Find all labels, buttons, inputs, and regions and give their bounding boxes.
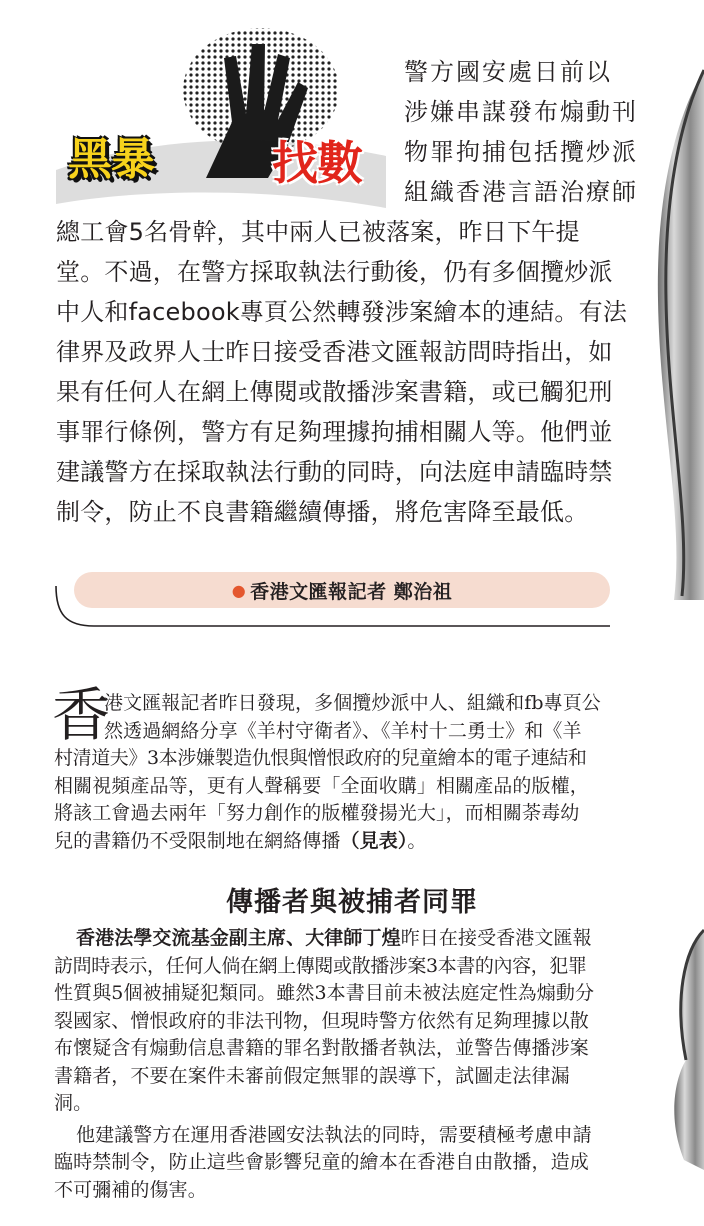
lead-line: 堂。不過，在警方採取執法行動後，仍有多個攬炒派 [56, 258, 613, 286]
article-line: 洞。 [54, 1092, 93, 1114]
article-line: 村清道夫》3本涉嫌製造仇恨與憎恨政府的兒童繪本的電子連結和 [54, 747, 587, 769]
side-photo [644, 0, 704, 1226]
lead-line: 組織香港言語治療師 [404, 178, 638, 206]
article-line: 將該工會過去兩年「努力創作的版權發揚光大」，而相關荼毒幼 [54, 802, 580, 824]
lead-line: 總工會5名骨幹，其中兩人已被落案，昨日下午提 [56, 218, 580, 246]
article-line: 訪問時表示，任何人倘在網上傳閱或散播涉案3本書的內容，犯罪 [54, 954, 587, 977]
article-line: 不可彌補的傷害。 [54, 1178, 207, 1201]
article-line-end: 。 [407, 829, 427, 852]
lead-line: 物罪拘捕包括攬炒派 [404, 138, 638, 166]
lead-line: 果有任何人在網上傳閱或散播涉案書籍，或已觸犯刑 [56, 378, 613, 406]
lead-line: 建議警方在採取執法行動的同時，向法庭申請臨時禁 [56, 458, 613, 486]
lead-paragraph [56, 52, 640, 532]
article-line [54, 925, 638, 953]
article-body-2 [54, 925, 638, 1204]
speaker-name: 香港法學交流基金副主席、大律師丁煌 [76, 927, 401, 949]
logo-title-black-violence: 黑暴 [68, 134, 154, 185]
article-line-text: 兒的書籍仍不受限制地在網絡傳播 [54, 829, 341, 852]
lead-line: 警方國安處日前以 [404, 58, 612, 86]
article-line: 布懷疑含有煽動信息書籍的罪名對散播者執法，並警告傳播涉案 [54, 1037, 589, 1059]
article-line: 臨時禁制令，防止這些會影響兒童的繪本在香港自由散播，造成 [54, 1151, 589, 1173]
article-line: 裂國家、憎恨政府的非法刊物，但現時警方依然有足夠理據以散 [54, 1009, 589, 1032]
bullet-icon: ● [231, 580, 247, 600]
drop-cap: 香 [52, 681, 111, 749]
logo-title-settle-accounts: 找數 [272, 136, 362, 190]
article-line: 他建議警方在運用香港國安法執法的同時，需要積極考慮申請 [76, 1123, 592, 1146]
article-line: 港文匯報記者昨日發現，多個攬炒派中人、組織和fb專頁公 [104, 692, 601, 714]
lead-line: 中人和facebook專頁公然轉發涉案繪本的連結。有法 [56, 298, 628, 326]
article-line-text: 昨日在接受香港文匯報 [400, 927, 592, 949]
article-line: 性質與5個被捕疑犯類同。雖然3本書目前未被法庭定性為煽動分 [54, 982, 595, 1004]
article-body [52, 681, 638, 855]
section-subheading: 傳播者與被捕者同罪 [226, 887, 478, 918]
article-line [54, 828, 638, 856]
article-line: 然透過網絡分享《羊村守衛者》、《羊村十二勇士》和《羊 [104, 719, 582, 742]
article-line: 相關視頻產品等，更有人聲稱要「全面收購」相關產品的版權， [54, 774, 589, 797]
byline-text: 香港文匯報記者 鄭治祖 [250, 580, 453, 603]
article-line: 書籍者，不要在案件未審前假定無罪的誤導下，試圖走法律漏 [54, 1064, 570, 1087]
lead-line: 事罪行條例，警方有足夠理據拘捕相關人等。他們並 [56, 418, 613, 446]
see-table-ref: （見表） [340, 829, 408, 852]
lead-line: 律界及政界人士昨日接受香港文匯報訪問時指出，如 [56, 338, 613, 366]
lead-line: 制令，防止不良書籍繼續傳播，將危害降至最低。 [56, 498, 589, 526]
lead-line: 涉嫌串謀發布煽動刊 [404, 98, 638, 126]
byline [74, 572, 610, 608]
